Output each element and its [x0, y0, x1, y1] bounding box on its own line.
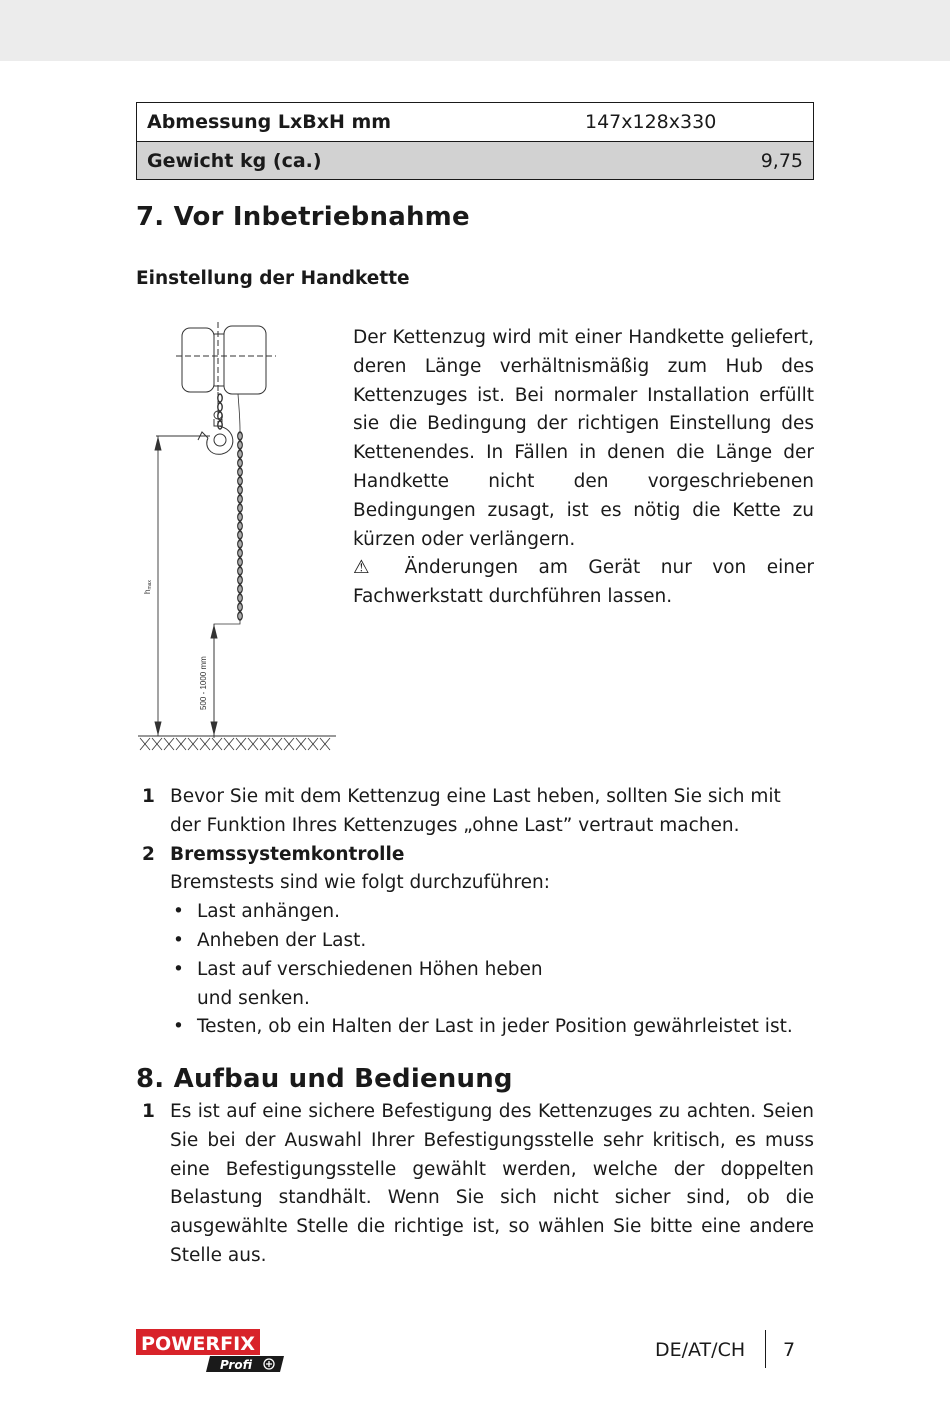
spec-value: 9,75: [760, 149, 803, 172]
list-item: [136, 841, 814, 1043]
intro-text: [353, 324, 814, 612]
range-label: 500 - 1000 mm: [199, 656, 208, 710]
item-heading: Bremssystemkontrolle: [170, 843, 405, 865]
section-7-subtitle: Einstellung der Handkette: [136, 268, 410, 289]
bullet-item: • Anheben der Last.: [173, 929, 367, 951]
spec-row-weight: [137, 141, 813, 179]
item-number: 1: [142, 1101, 155, 1122]
item-text: Bremstests sind wie folgt durchzuführen:: [170, 872, 550, 894]
top-band: [0, 0, 950, 61]
section-8-list: [136, 1098, 814, 1271]
hmax-label: hmax: [143, 580, 153, 594]
item-number: 1: [142, 786, 155, 807]
svg-text:POWERFIX: POWERFIX: [141, 1333, 256, 1355]
chain-hoist-drawing: [136, 318, 341, 768]
intro-paragraph: Der Kettenzug wird mit einer Handkette geliefert, deren Länge verhältnismäßig zum Hub des Kettenzuges ist. Bei normaler Installation erfüllt sie die Bedingung der richtigen Einstellung des Kettenendes. In Fällen in denen die Länge der Handkette nicht den vorgeschriebenen Bedingungen zusagt, ist es nötig die Kette zu kürzen oder verlängern.: [353, 327, 814, 550]
spec-label: Abmessung LxBxH mm: [147, 111, 392, 133]
section-7-title: 7. Vor Inbetriebnahme: [136, 202, 470, 232]
hand-chain: [218, 394, 242, 620]
spec-value: 147x128x330: [585, 111, 717, 133]
footer-divider: [765, 1330, 766, 1368]
bullet-item: • Testen, ob ein Halten der Last in jeder Position gewährleistet ist.: [173, 1016, 793, 1038]
item-text: Bevor Sie mit dem Kettenzug eine Last heben, sollten Sie sich mit der Funktion Ihres Kettenzuges „ohne Last” vertraut machen.: [170, 786, 781, 836]
bullet-list: [170, 898, 814, 1042]
warning-note: ⚠ Änderungen am Gerät nur von einer Fachwerkstatt durchführen lassen.: [353, 557, 814, 608]
spec-table: [136, 102, 814, 180]
page-number: 7: [783, 1339, 796, 1361]
powerfix-logo: [136, 1328, 286, 1372]
list-item: [136, 783, 814, 841]
chain-hoist-figure: [136, 318, 341, 768]
footer-region: DE/AT/CH: [655, 1339, 746, 1361]
section-8-title: 8. Aufbau und Bedienung: [136, 1064, 513, 1094]
section-7-list: [136, 783, 814, 1042]
spec-row-dimensions: [137, 103, 813, 141]
bullet-item: • Last auf verschiedenen Höhen heben und senken.: [173, 958, 543, 1009]
svg-text:Profi: Profi: [220, 1358, 253, 1372]
floor-hatching: [140, 738, 330, 750]
list-item: [136, 1098, 814, 1271]
item-number: 2: [142, 843, 155, 865]
bullet-item: • Last anhängen.: [173, 901, 340, 923]
spec-label: Gewicht kg (ca.): [147, 149, 322, 172]
item-text: Es ist auf eine sichere Befestigung des Kettenzuges zu achten. Seien Sie bei der Auswahl Ihrer Befestigungsstelle sehr kritisch, es muss eine Befestigungsstelle gewählt werden, welche der doppelten Belastung standhält. Wenn Sie sich nicht sicher sind, ob die ausgewählte Stelle die richtige ist, so wählen Sie bitte eine andere Stelle aus.: [170, 1101, 814, 1266]
